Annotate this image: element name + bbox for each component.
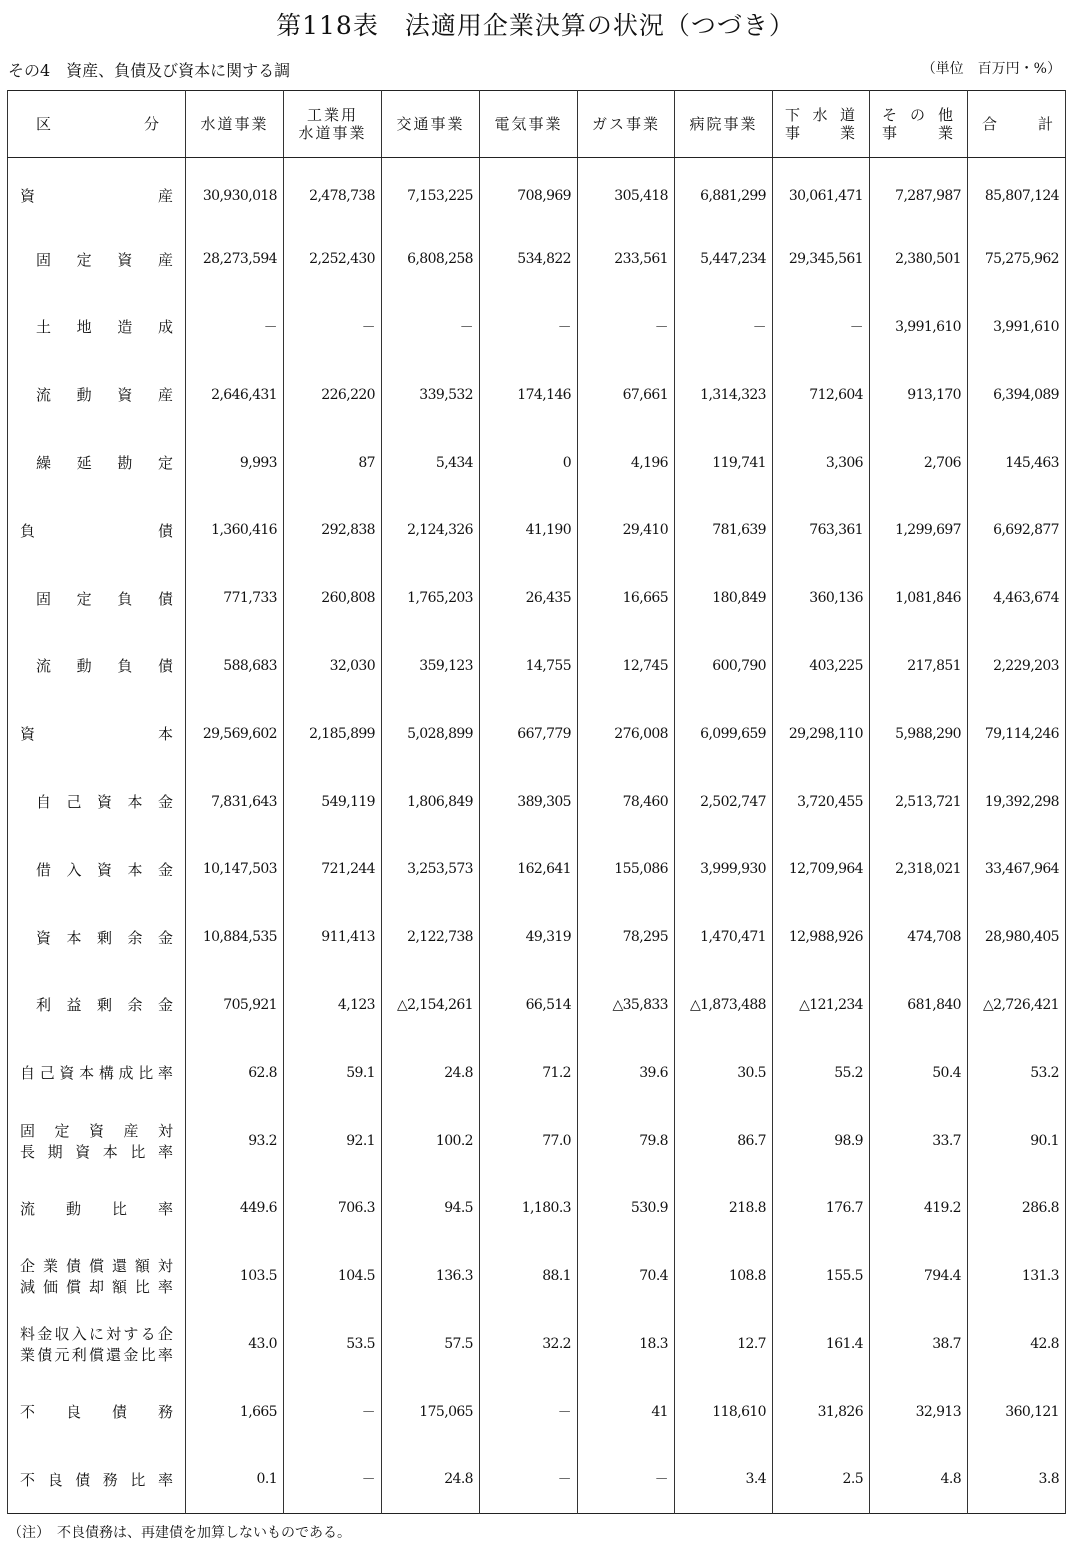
value-cell: 763,361 [773, 496, 870, 564]
label-text: 固 定 資 産 [36, 250, 173, 269]
value-cell: △35,833 [578, 971, 675, 1039]
label-text: 長 期 資 本 比 率 [20, 1142, 173, 1161]
value-cell: 108.8 [675, 1242, 773, 1310]
value-cell: 131.3 [968, 1242, 1066, 1310]
value-cell: 5,434 [382, 429, 480, 497]
value-cell: 32.2 [480, 1310, 578, 1378]
label-text: 不 良 債 務 [20, 1403, 173, 1422]
value-cell: 12,988,926 [773, 903, 870, 971]
label-text: 負 債 [20, 521, 173, 540]
value-cell: 3,999,930 [675, 835, 773, 903]
value-cell: 94.5 [382, 1174, 480, 1242]
value-cell: 706.3 [284, 1174, 382, 1242]
table-row [8, 632, 1066, 700]
value-cell: 59.1 [284, 1039, 382, 1107]
value-cell: 339,532 [382, 361, 480, 429]
value-cell: 0 [480, 429, 578, 497]
table-row [8, 1107, 1066, 1175]
table-row [8, 768, 1066, 836]
value-cell: 2,252,430 [284, 225, 382, 293]
label-text: 資 産 [20, 187, 173, 206]
row-label [8, 1378, 186, 1446]
value-cell: 30.5 [675, 1039, 773, 1107]
value-cell: 6,808,258 [382, 225, 480, 293]
value-cell: 79.8 [578, 1107, 675, 1175]
label-text: 自 己 資 本 金 [36, 793, 173, 812]
value-cell: 2,122,738 [382, 903, 480, 971]
value-cell: 305,418 [578, 158, 675, 226]
table-row [8, 835, 1066, 903]
value-cell: 534,822 [480, 225, 578, 293]
table-row [8, 1378, 1066, 1446]
label-text: 借 入 資 本 金 [36, 860, 173, 879]
value-cell: 1,081,846 [870, 564, 968, 632]
table-row [8, 1310, 1066, 1378]
value-cell: － [480, 1446, 578, 1514]
value-cell: 30,930,018 [186, 158, 284, 226]
value-cell: 88.1 [480, 1242, 578, 1310]
value-cell: 98.9 [773, 1107, 870, 1175]
row-label [8, 361, 186, 429]
value-cell: 57.5 [382, 1310, 480, 1378]
value-cell: 667,779 [480, 700, 578, 768]
value-cell: 92.1 [284, 1107, 382, 1175]
table-row [8, 1039, 1066, 1107]
value-cell: △1,873,488 [675, 971, 773, 1039]
value-cell: － [284, 1378, 382, 1446]
table-row [8, 293, 1066, 361]
value-cell: 118,610 [675, 1378, 773, 1446]
row-label [8, 768, 186, 836]
value-cell: 3,991,610 [870, 293, 968, 361]
value-cell: 90.1 [968, 1107, 1066, 1175]
value-cell: 530.9 [578, 1174, 675, 1242]
value-cell: 913,170 [870, 361, 968, 429]
row-label [8, 971, 186, 1039]
header-water: 水道事業 [186, 91, 284, 158]
table-row [8, 971, 1066, 1039]
value-cell: 286.8 [968, 1174, 1066, 1242]
row-label [8, 1107, 186, 1175]
row-label [8, 632, 186, 700]
header-other [870, 91, 968, 158]
value-cell: 360,121 [968, 1378, 1066, 1446]
value-cell: 33,467,964 [968, 835, 1066, 903]
value-cell: 549,119 [284, 768, 382, 836]
table-row [8, 1174, 1066, 1242]
table-row [8, 496, 1066, 564]
value-cell: 3,991,610 [968, 293, 1066, 361]
value-cell: － [480, 1378, 578, 1446]
page-title: 第118表 法適用企業決算の状況（つづき） [276, 11, 795, 40]
value-cell: 292,838 [284, 496, 382, 564]
row-label [8, 564, 186, 632]
value-cell: 359,123 [382, 632, 480, 700]
value-cell: 155.5 [773, 1242, 870, 1310]
row-label [8, 1446, 186, 1514]
header-row [8, 91, 1066, 158]
value-cell: 79,114,246 [968, 700, 1066, 768]
value-cell: 119,741 [675, 429, 773, 497]
value-cell: 174,146 [480, 361, 578, 429]
header-gas: ガス事業 [578, 91, 675, 158]
value-cell: 29,345,561 [773, 225, 870, 293]
value-cell: 103.5 [186, 1242, 284, 1310]
value-cell: 136.3 [382, 1242, 480, 1310]
value-cell: 419.2 [870, 1174, 968, 1242]
value-cell: 38.7 [870, 1310, 968, 1378]
row-label [8, 293, 186, 361]
row-label [8, 496, 186, 564]
value-cell: 6,692,877 [968, 496, 1066, 564]
value-cell: － [480, 293, 578, 361]
value-cell: 180,849 [675, 564, 773, 632]
label-text: 事 業 [785, 124, 857, 142]
value-cell: 16,665 [578, 564, 675, 632]
value-cell: 12,709,964 [773, 835, 870, 903]
table-row [8, 903, 1066, 971]
row-label [8, 225, 186, 293]
value-cell: 2,646,431 [186, 361, 284, 429]
value-cell: 3,306 [773, 429, 870, 497]
table-row [8, 700, 1066, 768]
label-text: 利 益 剰 余 金 [36, 996, 173, 1015]
header-hospital: 病院事業 [675, 91, 773, 158]
value-cell: 32,913 [870, 1378, 968, 1446]
value-cell: 6,099,659 [675, 700, 773, 768]
value-cell: 1,806,849 [382, 768, 480, 836]
label-text: 繰 延 勘 定 [36, 454, 173, 473]
header-sewer [773, 91, 870, 158]
label-text: 土 地 造 成 [36, 318, 173, 337]
value-cell: 42.8 [968, 1310, 1066, 1378]
value-cell: 1,360,416 [186, 496, 284, 564]
value-cell: － [284, 1446, 382, 1514]
value-cell: 1,765,203 [382, 564, 480, 632]
value-cell: 50.4 [870, 1039, 968, 1107]
value-cell: 5,447,234 [675, 225, 773, 293]
header-total [968, 91, 1066, 158]
value-cell: 43.0 [186, 1310, 284, 1378]
value-cell: 449.6 [186, 1174, 284, 1242]
value-cell: 7,831,643 [186, 768, 284, 836]
row-label [8, 1174, 186, 1242]
value-cell: 86.7 [675, 1107, 773, 1175]
value-cell: 41,190 [480, 496, 578, 564]
label-text: 合 計 [982, 115, 1055, 133]
value-cell: 10,147,503 [186, 835, 284, 903]
value-cell: 12.7 [675, 1310, 773, 1378]
value-cell: 53.5 [284, 1310, 382, 1378]
value-cell: 29,410 [578, 496, 675, 564]
value-cell: 6,881,299 [675, 158, 773, 226]
row-label [8, 1310, 186, 1378]
row-label [8, 835, 186, 903]
label-text: そ の 他 [882, 106, 955, 124]
label-text: 固 定 資 産 対 [20, 1121, 173, 1140]
value-cell: 4.8 [870, 1446, 968, 1514]
value-cell: 1,299,697 [870, 496, 968, 564]
value-cell: － [773, 293, 870, 361]
label-text: 減 価 償 却 額 比 率 [20, 1278, 173, 1297]
header-kubun [8, 91, 186, 158]
value-cell: 55.2 [773, 1039, 870, 1107]
value-cell: 12,745 [578, 632, 675, 700]
value-cell: 5,988,290 [870, 700, 968, 768]
value-cell: 1,180.3 [480, 1174, 578, 1242]
value-cell: 721,244 [284, 835, 382, 903]
label-text: 自 己 資 本 構 成 比 率 [20, 1064, 173, 1083]
value-cell: 66,514 [480, 971, 578, 1039]
value-cell: 162,641 [480, 835, 578, 903]
section-subtitle: その4 資産、負債及び資本に関する調 [8, 61, 291, 80]
value-cell: 104.5 [284, 1242, 382, 1310]
value-cell: － [382, 293, 480, 361]
label-text: 流 動 比 率 [20, 1199, 173, 1218]
value-cell: 233,561 [578, 225, 675, 293]
value-cell: 175,065 [382, 1378, 480, 1446]
value-cell: 681,840 [870, 971, 968, 1039]
row-label [8, 903, 186, 971]
value-cell: 217,851 [870, 632, 968, 700]
value-cell: 49,319 [480, 903, 578, 971]
table-row [8, 225, 1066, 293]
table-body [8, 158, 1066, 1514]
value-cell: 71.2 [480, 1039, 578, 1107]
value-cell: 161.4 [773, 1310, 870, 1378]
value-cell: 53.2 [968, 1039, 1066, 1107]
label-text: 下 水 道 [785, 106, 857, 124]
table-row [8, 564, 1066, 632]
value-cell: 2,124,326 [382, 496, 480, 564]
value-cell: 24.8 [382, 1039, 480, 1107]
value-cell: 75,275,962 [968, 225, 1066, 293]
value-cell: 6,394,089 [968, 361, 1066, 429]
value-cell: 218.8 [675, 1174, 773, 1242]
table-row [8, 429, 1066, 497]
label-text: 区 分 [36, 115, 161, 133]
value-cell: 2.5 [773, 1446, 870, 1514]
settlement-table [7, 90, 1066, 1514]
value-cell: 87 [284, 429, 382, 497]
value-cell: 708,969 [480, 158, 578, 226]
label-text: 事 業 [882, 124, 955, 142]
value-cell: △121,234 [773, 971, 870, 1039]
value-cell: 29,569,602 [186, 700, 284, 768]
label-text: 不 良 債 務 比 率 [20, 1470, 173, 1489]
value-cell: 41 [578, 1378, 675, 1446]
value-cell: 70.4 [578, 1242, 675, 1310]
value-cell: 403,225 [773, 632, 870, 700]
value-cell: 600,790 [675, 632, 773, 700]
value-cell: 4,123 [284, 971, 382, 1039]
header-industrial-water: 工業用 水道事業 [284, 91, 382, 158]
value-cell: 155,086 [578, 835, 675, 903]
value-cell: 33.7 [870, 1107, 968, 1175]
value-cell: 2,502,747 [675, 768, 773, 836]
value-cell: 2,229,203 [968, 632, 1066, 700]
footnote: （注） 不良債務は、再建債を加算しないものである。 [8, 1525, 351, 1541]
value-cell: 794.4 [870, 1242, 968, 1310]
value-cell: 360,136 [773, 564, 870, 632]
value-cell: 1,665 [186, 1378, 284, 1446]
value-cell: 7,153,225 [382, 158, 480, 226]
value-cell: － [186, 293, 284, 361]
label-text: 流 動 負 債 [36, 657, 173, 676]
value-cell: 4,463,674 [968, 564, 1066, 632]
value-cell: 145,463 [968, 429, 1066, 497]
value-cell: 588,683 [186, 632, 284, 700]
value-cell: 260,808 [284, 564, 382, 632]
value-cell: 3,253,573 [382, 835, 480, 903]
row-label [8, 1039, 186, 1107]
value-cell: 3.4 [675, 1446, 773, 1514]
value-cell: 2,478,738 [284, 158, 382, 226]
value-cell: 2,706 [870, 429, 968, 497]
value-cell: 39.6 [578, 1039, 675, 1107]
table-row [8, 1242, 1066, 1310]
label-text: 企 業 債 償 還 額 対 [20, 1257, 173, 1276]
value-cell: 389,305 [480, 768, 578, 836]
value-cell: 911,413 [284, 903, 382, 971]
value-cell: 9,993 [186, 429, 284, 497]
value-cell: 28,273,594 [186, 225, 284, 293]
value-cell: 0.1 [186, 1446, 284, 1514]
header-electric: 電気事業 [480, 91, 578, 158]
table-row [8, 361, 1066, 429]
label-text: 料 金 収 入 に 対 す る 企 [20, 1324, 173, 1343]
header-transport: 交通事業 [382, 91, 480, 158]
value-cell: 29,298,110 [773, 700, 870, 768]
value-cell: △2,726,421 [968, 971, 1066, 1039]
value-cell: 1,470,471 [675, 903, 773, 971]
row-label [8, 158, 186, 226]
label-text: 資 本 [20, 725, 173, 744]
value-cell: 771,733 [186, 564, 284, 632]
value-cell: 10,884,535 [186, 903, 284, 971]
label-text: 流 動 資 産 [36, 386, 173, 405]
value-cell: 2,318,021 [870, 835, 968, 903]
value-cell: 7,287,987 [870, 158, 968, 226]
value-cell: △2,154,261 [382, 971, 480, 1039]
value-cell: 62.8 [186, 1039, 284, 1107]
value-cell: 18.3 [578, 1310, 675, 1378]
value-cell: 24.8 [382, 1446, 480, 1514]
row-label [8, 1242, 186, 1310]
value-cell: 78,460 [578, 768, 675, 836]
label-text: 業 債 元 利 償 還 金 比 率 [20, 1345, 173, 1364]
value-cell: － [284, 293, 382, 361]
value-cell: 100.2 [382, 1107, 480, 1175]
value-cell: 474,708 [870, 903, 968, 971]
value-cell: － [675, 293, 773, 361]
value-cell: 705,921 [186, 971, 284, 1039]
value-cell: 276,008 [578, 700, 675, 768]
value-cell: 3.8 [968, 1446, 1066, 1514]
value-cell: 26,435 [480, 564, 578, 632]
value-cell: 32,030 [284, 632, 382, 700]
label-text: 固 定 負 債 [36, 589, 173, 608]
value-cell: 93.2 [186, 1107, 284, 1175]
value-cell: 226,220 [284, 361, 382, 429]
value-cell: 781,639 [675, 496, 773, 564]
table-row [8, 158, 1066, 226]
value-cell: 77.0 [480, 1107, 578, 1175]
value-cell: 28,980,405 [968, 903, 1066, 971]
value-cell: 712,604 [773, 361, 870, 429]
value-cell: 2,380,501 [870, 225, 968, 293]
value-cell: 19,392,298 [968, 768, 1066, 836]
value-cell: 3,720,455 [773, 768, 870, 836]
table-row [8, 1446, 1066, 1514]
unit-label: （単位 百万円・%） [921, 61, 1061, 77]
value-cell: 30,061,471 [773, 158, 870, 226]
value-cell: 1,314,323 [675, 361, 773, 429]
value-cell: － [578, 293, 675, 361]
row-label [8, 429, 186, 497]
value-cell: 31,826 [773, 1378, 870, 1446]
value-cell: 4,196 [578, 429, 675, 497]
value-cell: 2,513,721 [870, 768, 968, 836]
value-cell: 5,028,899 [382, 700, 480, 768]
row-label [8, 700, 186, 768]
value-cell: 85,807,124 [968, 158, 1066, 226]
label-text: 資 本 剰 余 金 [36, 928, 173, 947]
value-cell: 2,185,899 [284, 700, 382, 768]
value-cell: 176.7 [773, 1174, 870, 1242]
value-cell: － [578, 1446, 675, 1514]
value-cell: 14,755 [480, 632, 578, 700]
value-cell: 67,661 [578, 361, 675, 429]
value-cell: 78,295 [578, 903, 675, 971]
